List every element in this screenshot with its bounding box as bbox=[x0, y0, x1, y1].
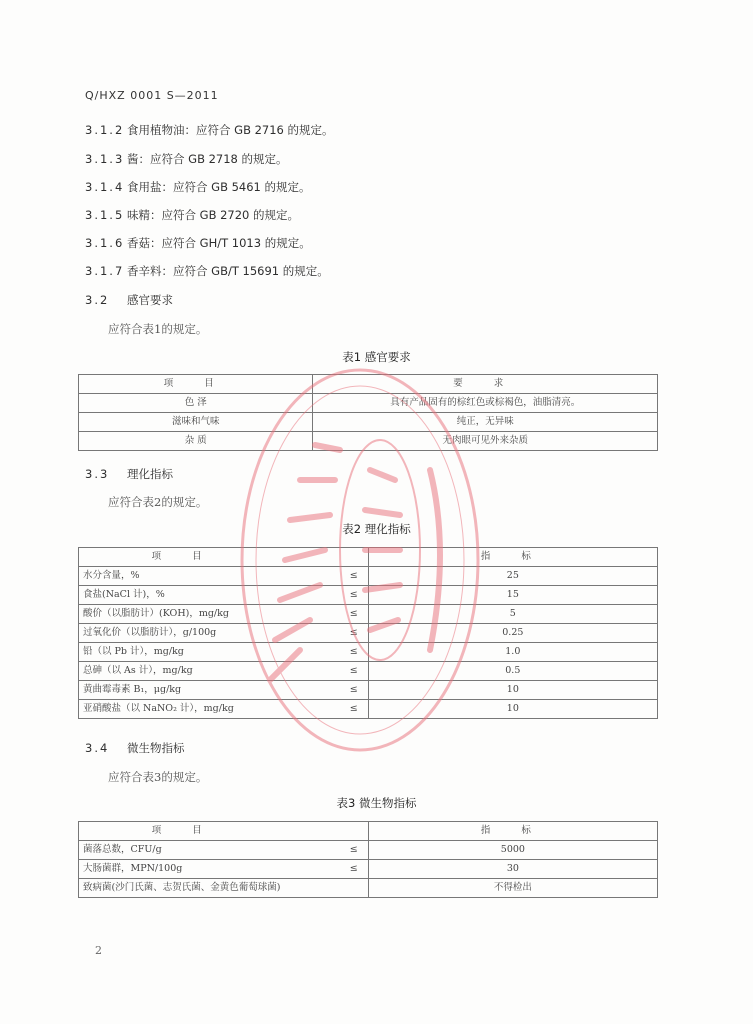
section-3-3-heading: 3.3 理化指标 bbox=[85, 467, 173, 481]
table-cell: ≤ bbox=[288, 700, 368, 719]
section-3-4-text: 应符合表3的规定。 bbox=[108, 770, 208, 784]
table-cell: 30 bbox=[368, 860, 657, 879]
table-cell: 无肉眼可见外来杂质 bbox=[313, 432, 658, 451]
table-row bbox=[79, 413, 658, 432]
table-row bbox=[79, 860, 658, 879]
section-3-2-heading: 3.2 感官要求 bbox=[85, 293, 173, 307]
table3-caption: 表3 微生物指标 bbox=[336, 796, 417, 810]
table-cell: 食盐(NaCl 计)，% bbox=[79, 586, 289, 605]
table-row bbox=[79, 586, 658, 605]
table-row bbox=[79, 624, 658, 643]
table-cell: ≤ bbox=[288, 681, 368, 700]
clause-3-1-7: 3.1.7 香辛料：应符合 GB/T 15691 的规定。 bbox=[85, 264, 329, 278]
table-header-row bbox=[79, 822, 658, 841]
table-row bbox=[79, 567, 658, 586]
table-row bbox=[79, 841, 658, 860]
table-cell: ≤ bbox=[288, 662, 368, 681]
table-cell: 滋味和气味 bbox=[79, 413, 313, 432]
page-number: 2 bbox=[95, 944, 102, 957]
microbiological-table bbox=[78, 821, 658, 898]
clause-3-1-2: 3.1.2 食用植物油：应符合 GB 2716 的规定。 bbox=[85, 123, 334, 137]
standard-code-header: Q/HXZ 0001 S—2011 bbox=[85, 89, 219, 102]
clause-3-1-3: 3.1.3 酱：应符合 GB 2718 的规定。 bbox=[85, 152, 288, 166]
table-cell: ≤ bbox=[288, 605, 368, 624]
table-cell: ≤ bbox=[288, 841, 368, 860]
table-row bbox=[79, 432, 658, 451]
table-cell: ≤ bbox=[288, 586, 368, 605]
table-cell: 10 bbox=[368, 681, 657, 700]
table-cell: 黄曲霉毒素 B₁，μg/kg bbox=[79, 681, 289, 700]
section-3-3-text: 应符合表2的规定。 bbox=[108, 495, 208, 509]
table-header-row bbox=[79, 548, 658, 567]
table-cell: 0.5 bbox=[368, 662, 657, 681]
table-cell: 致病菌(沙门氏菌、志贺氏菌、金黄色葡萄球菌) bbox=[79, 879, 289, 898]
table-cell: 色 泽 bbox=[79, 394, 313, 413]
table-cell: 过氧化价（以脂肪计），g/100g bbox=[79, 624, 289, 643]
table-cell: 5000 bbox=[368, 841, 657, 860]
table-row bbox=[79, 662, 658, 681]
table-cell: 水分含量，% bbox=[79, 567, 289, 586]
table-row bbox=[79, 605, 658, 624]
table-cell: 纯正，无异味 bbox=[313, 413, 658, 432]
table-row bbox=[79, 681, 658, 700]
table-header-cell: 指 标 bbox=[368, 822, 657, 841]
table-row bbox=[79, 700, 658, 719]
table-cell: 菌落总数，CFU/g bbox=[79, 841, 289, 860]
table1-caption: 表1 感官要求 bbox=[342, 350, 411, 364]
table-cell: ≤ bbox=[288, 624, 368, 643]
table-cell bbox=[288, 879, 368, 898]
clause-3-1-4: 3.1.4 食用盐：应符合 GB 5461 的规定。 bbox=[85, 180, 311, 194]
table-cell: ≤ bbox=[288, 567, 368, 586]
table-cell: 大肠菌群，MPN/100g bbox=[79, 860, 289, 879]
table-cell: 不得检出 bbox=[368, 879, 657, 898]
table-header-row bbox=[79, 375, 658, 394]
table2-caption: 表2 理化指标 bbox=[342, 522, 411, 536]
table-header-cell: 指 标 bbox=[368, 548, 657, 567]
table-cell: 15 bbox=[368, 586, 657, 605]
table-cell: ≤ bbox=[288, 643, 368, 662]
table-cell: 铅（以 Pb 计），mg/kg bbox=[79, 643, 289, 662]
table-row bbox=[79, 394, 658, 413]
table-cell: ≤ bbox=[288, 860, 368, 879]
table-row bbox=[79, 643, 658, 662]
table-cell: 总砷（以 As 计），mg/kg bbox=[79, 662, 289, 681]
table-cell: 杂 质 bbox=[79, 432, 313, 451]
section-3-4-heading: 3.4 微生物指标 bbox=[85, 741, 185, 755]
section-3-2-text: 应符合表1的规定。 bbox=[108, 322, 208, 336]
table-header-cell: 项 目 bbox=[79, 548, 289, 567]
table-row bbox=[79, 879, 658, 898]
clause-3-1-6: 3.1.6 香菇：应符合 GH/T 1013 的规定。 bbox=[85, 236, 311, 250]
table-cell: 10 bbox=[368, 700, 657, 719]
table-cell: 亚硝酸盐（以 NaNO₂ 计），mg/kg bbox=[79, 700, 289, 719]
table-cell: 25 bbox=[368, 567, 657, 586]
table-cell: 5 bbox=[368, 605, 657, 624]
clause-3-1-5: 3.1.5 味精：应符合 GB 2720 的规定。 bbox=[85, 208, 300, 222]
table-cell: 具有产品固有的棕红色或棕褐色，油脂清亮。 bbox=[313, 394, 658, 413]
table-cell: 0.25 bbox=[368, 624, 657, 643]
table-header-cell: 项 目 bbox=[79, 375, 313, 394]
table-cell: 1.0 bbox=[368, 643, 657, 662]
sensory-requirements-table bbox=[78, 374, 658, 451]
table-header-cell: 项 目 bbox=[79, 822, 289, 841]
table-header-cell: 要 求 bbox=[313, 375, 658, 394]
physicochemical-table bbox=[78, 547, 658, 719]
table-cell: 酸价（以脂肪计）(KOH)，mg/kg bbox=[79, 605, 289, 624]
